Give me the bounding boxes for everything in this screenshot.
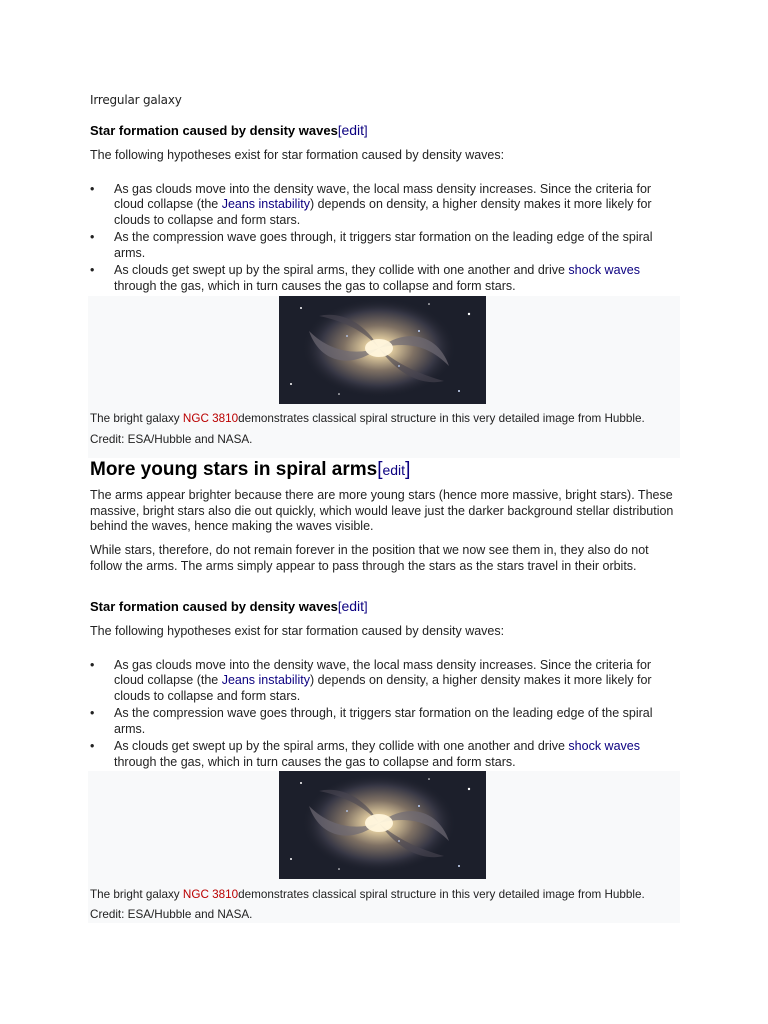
intro-paragraph: The following hypotheses exist for star formation caused by density waves: bbox=[90, 624, 505, 638]
caption-text: The bright galaxy bbox=[90, 412, 183, 425]
section-heading bbox=[90, 597, 680, 616]
ngc-3810-link[interactable]: NGC 3810 bbox=[182, 412, 239, 425]
list-item-text: As clouds get swept up by the spiral arms, they collide with one another and drive bbox=[114, 263, 569, 278]
hypotheses-list bbox=[90, 658, 680, 771]
heading-text: Star formation caused by density waves bbox=[90, 123, 338, 138]
section-young-stars bbox=[90, 458, 680, 575]
galaxy-image[interactable] bbox=[279, 296, 486, 404]
intro-paragraph: The following hypotheses exist for star formation caused by density waves: bbox=[90, 148, 505, 162]
caption-text: demonstrates classical spiral structure in this very detailed image from Hubble. bbox=[238, 412, 645, 425]
paragraph: The arms appear brighter because there are more young stars (hence more massive, bright stars). These massive, bright stars also die out quickly, which would leave just the darker background stellar distribution behind the waves, hence making the waves visible. bbox=[90, 488, 674, 534]
list-item-text: through the gas, which in turn causes the gas to collapse and form stars. bbox=[114, 278, 516, 293]
bracket-close: ] bbox=[364, 123, 368, 138]
jeans-instability-link[interactable]: Jeans instability bbox=[221, 673, 310, 688]
bracket-close: ] bbox=[364, 599, 368, 614]
paragraph: While stars, therefore, do not remain forever in the position that we now see them in, they also do not follow the arms. The arms simply appear to pass through the stars as the stars travel in their orbits. bbox=[90, 543, 649, 573]
list-item bbox=[90, 739, 680, 770]
list-item-text: ) depends on density, a higher density makes it more likely for clouds to collapse and form stars. bbox=[114, 197, 652, 228]
list-item-text: As the compression wave goes through, it triggers star formation on the leading edge of the spiral arms. bbox=[114, 706, 653, 737]
bracket-open: [ bbox=[337, 123, 342, 138]
list-item bbox=[90, 182, 680, 229]
figure-caption bbox=[90, 888, 645, 902]
edit-link[interactable]: edit bbox=[341, 598, 365, 614]
list-item-text: As gas clouds move into the density wave, the local mass density increases. Since the criteria for cloud collapse (the bbox=[114, 181, 652, 212]
heading-text: Star formation caused by density waves bbox=[90, 599, 338, 614]
section-heading bbox=[90, 458, 680, 482]
section-star-formation-2 bbox=[90, 597, 680, 772]
figure-credit: Credit: ESA/Hubble and NASA. bbox=[90, 908, 253, 921]
bracket-open: [ bbox=[337, 599, 342, 614]
list-item bbox=[90, 706, 680, 737]
list-item bbox=[90, 230, 680, 261]
list-item-text: ) depends on density, a higher density makes it more likely for clouds to collapse and form stars. bbox=[114, 673, 652, 704]
list-item-text: As gas clouds move into the density wave, the local mass density increases. Since the criteria for cloud collapse (the bbox=[114, 657, 652, 688]
galaxy-svg bbox=[279, 771, 486, 879]
bracket-open: [ bbox=[377, 459, 383, 480]
heading-text: More young stars in spiral arms bbox=[90, 459, 378, 480]
section-star-formation-1 bbox=[90, 121, 680, 296]
caption-text: The bright galaxy bbox=[90, 888, 183, 901]
galaxy-figure bbox=[88, 771, 680, 923]
list-item-text: As clouds get swept up by the spiral arms, they collide with one another and drive bbox=[114, 739, 569, 754]
document-title: Irregular galaxy bbox=[90, 93, 182, 107]
list-item-text: through the gas, which in turn causes the gas to collapse and form stars. bbox=[114, 754, 516, 769]
jeans-instability-link[interactable]: Jeans instability bbox=[221, 197, 310, 212]
list-item bbox=[90, 263, 680, 294]
figure-credit: Credit: ESA/Hubble and NASA. bbox=[90, 433, 253, 446]
list-item-text: As the compression wave goes through, it triggers star formation on the leading edge of the spiral arms. bbox=[114, 230, 653, 261]
galaxy-image[interactable] bbox=[279, 771, 486, 879]
edit-link[interactable]: edit bbox=[382, 462, 406, 478]
galaxy-svg bbox=[279, 296, 486, 404]
hypotheses-list bbox=[90, 182, 680, 295]
galaxy-figure bbox=[88, 296, 680, 458]
section-heading bbox=[90, 121, 680, 140]
shock-waves-link[interactable]: shock waves bbox=[568, 263, 640, 278]
edit-link[interactable]: edit bbox=[341, 122, 365, 138]
figure-caption bbox=[90, 412, 645, 426]
list-item bbox=[90, 658, 680, 705]
shock-waves-link[interactable]: shock waves bbox=[568, 739, 640, 754]
ngc-3810-link[interactable]: NGC 3810 bbox=[182, 888, 239, 901]
bracket-close: ] bbox=[405, 459, 411, 480]
caption-text: demonstrates classical spiral structure in this very detailed image from Hubble. bbox=[238, 888, 645, 901]
